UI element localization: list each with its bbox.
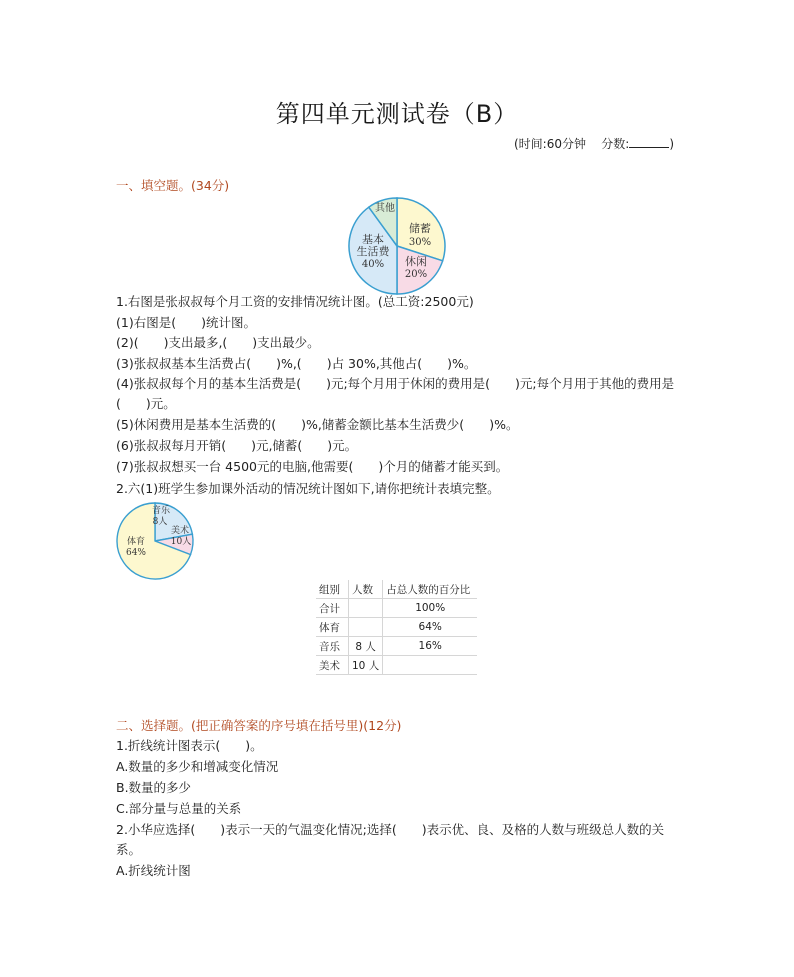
pie-label-other: 其他 xyxy=(375,203,395,214)
pie-label-basic-line1: 基本 xyxy=(362,233,384,246)
table-header-row xyxy=(316,580,477,599)
score-label: 分数: xyxy=(601,137,630,151)
table-row xyxy=(316,656,477,675)
meta-close: ) xyxy=(669,137,674,151)
question-1-3: (3)张叔叔基本生活费占( )%,( )占 30%,其他占( )%。 xyxy=(116,356,477,371)
question-1-4: (4)张叔叔每个月的基本生活费是( )元;每个月用于休闲的费用是( )元;每个月用于其他的费用是( )元。 xyxy=(116,376,675,411)
pie-chart-activities xyxy=(114,500,196,582)
choice-option-2a[interactable]: A.折线统计图 xyxy=(116,863,191,878)
pie-value-sports: 64% xyxy=(125,548,147,558)
section2-heading: 二、选择题。(把正确答案的序号填在括号里)(12分) xyxy=(116,718,402,733)
pie-value-music: 8人 xyxy=(152,517,168,527)
table-cell: 体育 xyxy=(316,618,349,637)
pie-label-savings: 储蓄 xyxy=(409,222,431,235)
pie-chart-salary xyxy=(346,195,448,297)
table-row xyxy=(316,599,477,618)
table-cell: 100% xyxy=(383,599,478,618)
table-cell[interactable] xyxy=(349,618,383,637)
table-cell: 16% xyxy=(383,637,478,656)
table-cell: 8 人 xyxy=(349,637,383,656)
pie-label-music: 音乐 xyxy=(151,506,171,516)
stats-table xyxy=(316,580,477,675)
pie-value-basic: 40% xyxy=(361,259,385,270)
table-header-cell: 人数 xyxy=(349,580,383,599)
exam-meta xyxy=(514,135,674,152)
table-cell[interactable] xyxy=(383,656,478,675)
page-title: 第四单元测试卷（B） xyxy=(275,100,519,128)
score-blank[interactable] xyxy=(629,136,669,148)
choice-question-1: 1.折线统计图表示( )。 xyxy=(116,738,263,753)
table-header-cell: 组别 xyxy=(316,580,349,599)
table-cell: 音乐 xyxy=(316,637,349,656)
table-row xyxy=(316,637,477,656)
pie-value-savings: 30% xyxy=(408,237,432,248)
question-1-5: (5)休闲费用是基本生活费的( )%,储蓄金额比基本生活费少( )%。 xyxy=(116,417,519,432)
choice-option-1c[interactable]: C.部分量与总量的关系 xyxy=(116,801,242,816)
pie-label-art: 美术 xyxy=(170,526,190,536)
question-1-7: (7)张叔叔想买一台 4500元的电脑,他需要( )个月的储蓄才能买到。 xyxy=(116,459,509,474)
pie-label-leisure: 休闲 xyxy=(405,255,427,268)
choice-question-2: 2.小华应选择( )表示一天的气温变化情况;选择( )表示优、良、及格的人数与班级总人数的关系。 xyxy=(116,822,665,857)
question-2: 2.六(1)班学生参加课外活动的情况统计图如下,请你把统计表填完整。 xyxy=(116,481,500,496)
pie-value-art: 10人 xyxy=(170,537,192,547)
table-cell: 合计 xyxy=(316,599,349,618)
pie-label-sports: 体育 xyxy=(126,537,146,547)
table-cell: 10 人 xyxy=(349,656,383,675)
pie-value-leisure: 20% xyxy=(404,269,428,280)
choice-option-1a[interactable]: A.数量的多少和增减变化情况 xyxy=(116,759,279,774)
question-1-2: (2)( )支出最多,( )支出最少。 xyxy=(116,335,320,350)
table-cell: 64% xyxy=(383,618,478,637)
question-1: 1.右图是张叔叔每个月工资的安排情况统计图。(总工资:2500元) xyxy=(116,294,474,309)
time-limit: (时间:60分钟 xyxy=(514,137,586,151)
table-cell: 美术 xyxy=(316,656,349,675)
table-header-cell: 占总人数的百分比 xyxy=(383,580,478,599)
question-1-1: (1)右图是( )统计图。 xyxy=(116,315,256,330)
section1-heading: 一、填空题。(34分) xyxy=(116,178,230,193)
table-cell[interactable] xyxy=(349,599,383,618)
choice-option-1b[interactable]: B.数量的多少 xyxy=(116,780,192,795)
pie-label-basic-line2: 生活费 xyxy=(356,245,390,258)
table-row xyxy=(316,618,477,637)
question-1-6: (6)张叔叔每月开销( )元,储蓄( )元。 xyxy=(116,438,358,453)
